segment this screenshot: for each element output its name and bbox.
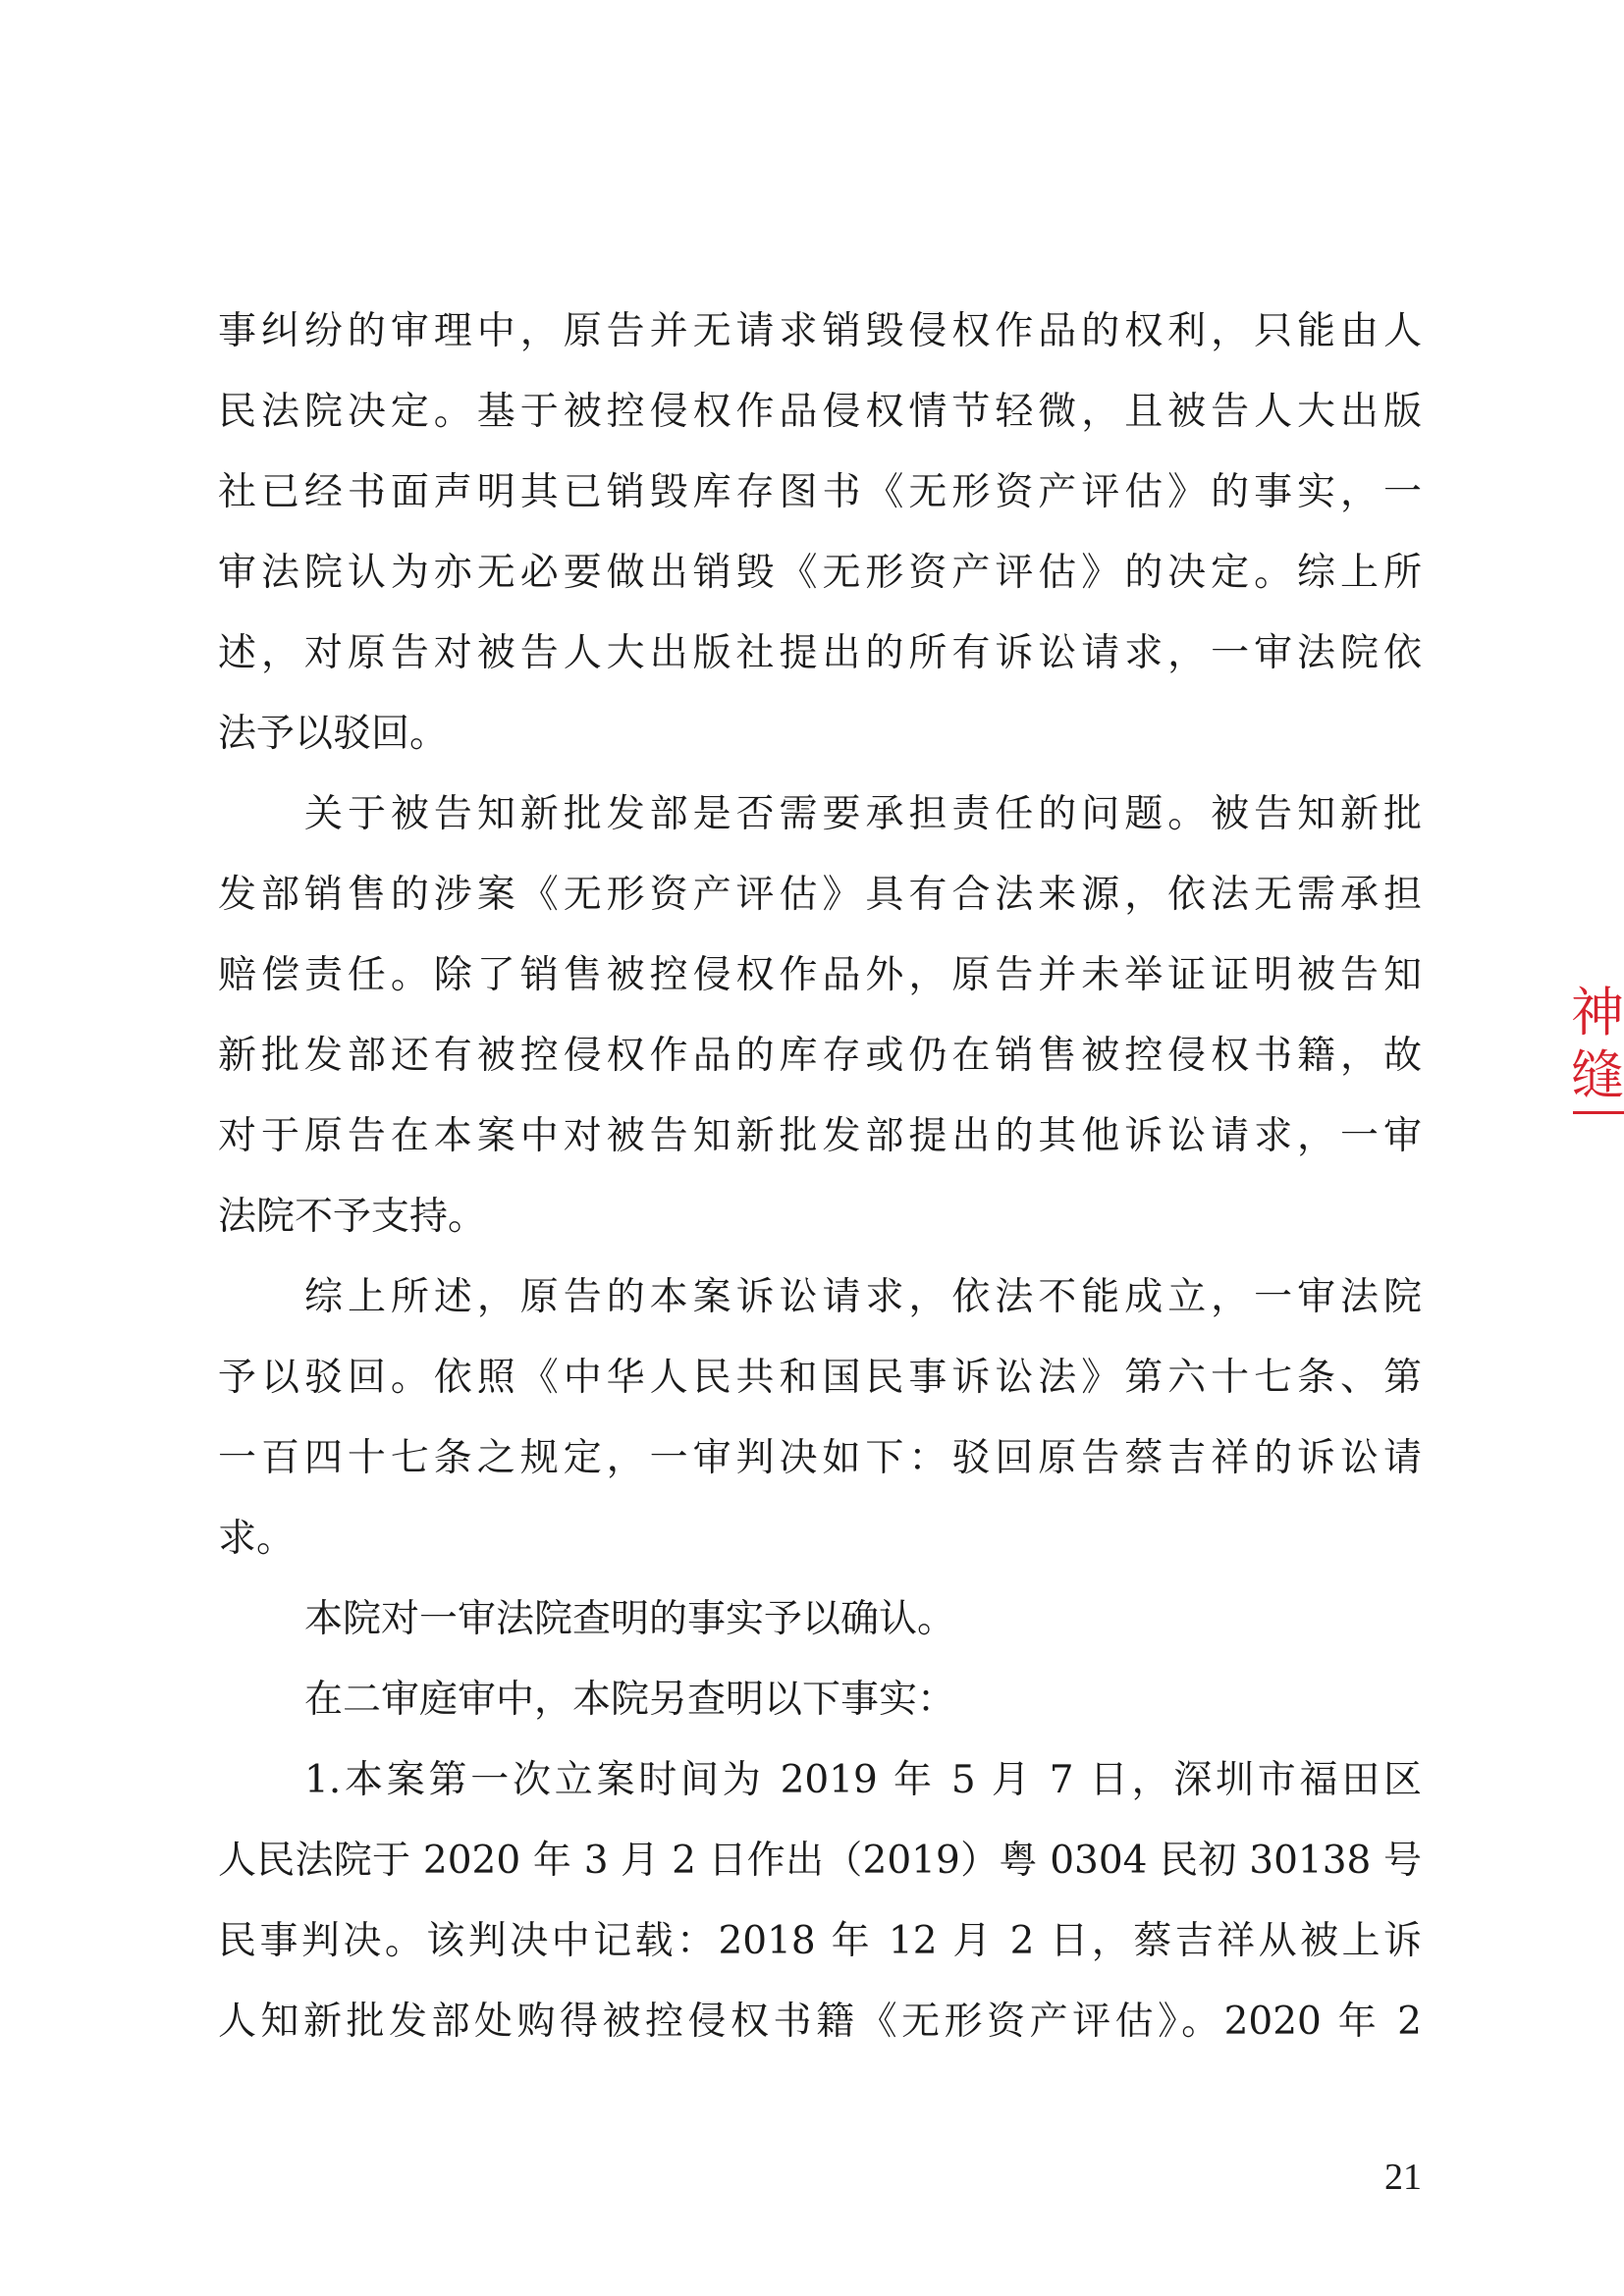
body-line: 审法院认为亦无必要做出销毁《无形资产评估》的决定。综上所 xyxy=(218,551,1422,595)
body-line: 一百四十七条之规定，一审判决如下：驳回原告蔡吉祥的诉讼请 xyxy=(218,1436,1422,1480)
body-line: 人民法院于 2020 年 3 月 2 日作出（2019）粤 0304 民初 30138 号 xyxy=(218,1839,1422,1883)
paragraph-first-line: 关于被告知新批发部是否需要承担责任的问题。被告知新批 xyxy=(304,792,1422,836)
body-line: 民法院决定。基于被控侵权作品侵权情节轻微，且被告人大出版 xyxy=(218,390,1422,434)
seal-stamp xyxy=(1561,982,1624,1119)
body-line: 法予以驳回。 xyxy=(218,712,449,756)
body-line: 人知新批发部处购得被控侵权书籍《无形资产评估》。2020 年 2 xyxy=(218,2000,1422,2044)
paragraph-first-line: 在二审庭审中，本院另查明以下事实： xyxy=(304,1678,956,1722)
paragraph-first-line: 综上所述，原告的本案诉讼请求，依法不能成立，一审法院 xyxy=(304,1275,1422,1319)
body-line: 法院不予支持。 xyxy=(218,1195,487,1239)
body-line: 对于原告在本案中对被告知新批发部提出的其他诉讼请求，一审 xyxy=(218,1114,1422,1158)
paragraph-first-line: 本院对一审法院查明的事实予以确认。 xyxy=(304,1597,956,1641)
body-line: 民事判决。该判决中记载：2018 年 12 月 2 日，蔡吉祥从被上诉 xyxy=(218,1919,1422,1963)
body-line: 赔偿责任。除了销售被控侵权作品外，原告并未举证证明被告知 xyxy=(218,953,1422,997)
seal-text: 神缝 xyxy=(1571,982,1624,1106)
page-number: 21 xyxy=(1384,2157,1422,2198)
paragraph-first-line: 1.本案第一次立案时间为 2019 年 5 月 7 日，深圳市福田区 xyxy=(304,1758,1422,1802)
body-line: 事纠纷的审理中，原告并无请求销毁侵权作品的权利，只能由人 xyxy=(218,309,1422,353)
body-line: 述，对原告对被告人大出版社提出的所有诉讼请求，一审法院依 xyxy=(218,631,1422,675)
body-line: 予以驳回。依照《中华人民共和国民事诉讼法》第六十七条、第 xyxy=(218,1356,1422,1400)
body-line: 新批发部还有被控侵权作品的库存或仍在销售被控侵权书籍，故 xyxy=(218,1034,1422,1078)
body-line: 求。 xyxy=(218,1517,296,1561)
body-line: 社已经书面声明其已销毁库存图书《无形资产评估》的事实，一 xyxy=(218,470,1422,514)
body-line: 发部销售的涉案《无形资产评估》具有合法来源，依法无需承担 xyxy=(218,873,1422,917)
seal-underline xyxy=(1573,1111,1624,1114)
